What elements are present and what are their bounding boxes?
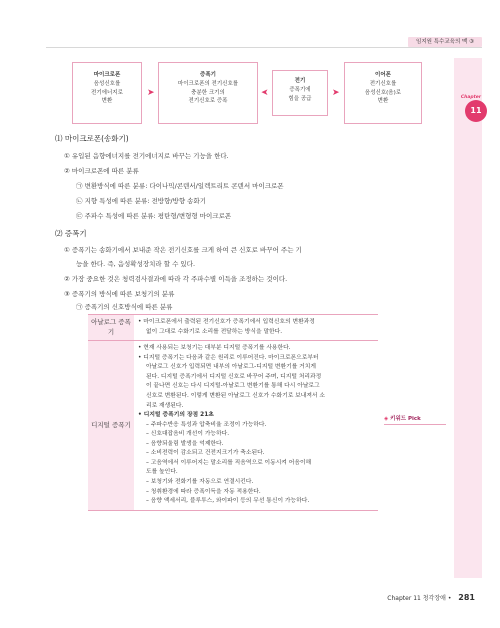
header-tab: 임지원 특수교육의 맥 ③	[408, 37, 482, 47]
table-row	[88, 315, 378, 341]
table-line: – 음향 액세서리, 블루투스, 와이파이 등의 무선 통신이 가능하다.	[146, 498, 310, 505]
flow-box-line: 변환	[377, 97, 389, 104]
flow-arrow-left: ➤	[261, 88, 269, 98]
table-line: 도를 높인다.	[146, 469, 178, 476]
section-microphone-subitem: ㉢ 주파수 특성에 따른 분류: 평탄형/변형형 마이크로폰	[76, 212, 232, 220]
table-row-content	[134, 315, 378, 340]
footer-chapter-label: Chapter 11 청각장애 •	[387, 595, 452, 602]
section-amplifier-item: ② 가장 중요한 것은 청력검사결과에 따라 각 주파수별 이득을 조정하는 것이다.	[64, 275, 288, 283]
header-divider	[46, 47, 482, 48]
table-line: – 신호대잡음비 개선이 가능하다.	[146, 431, 230, 438]
table-line: – 음향되울림 발생을 억제한다.	[146, 440, 224, 447]
section-microphone-title: ⑴ 마이크로폰(송화기)	[55, 134, 129, 143]
section-microphone-item: ① 유입된 음향에너지를 전기에너지로 바꾸는 기능을 한다.	[64, 152, 229, 160]
keyword-pick-text: 키워드 Pick	[390, 416, 421, 422]
table-line: • 마이크로폰에서 출력된 전기신호가 증폭기에서 입력신호의 변환과정	[138, 319, 315, 325]
chapter-side-word: Chapter	[460, 95, 481, 100]
section-amplifier-subitem: ㉠ 증폭기의 신호방식에 따른 분류	[76, 303, 173, 311]
table-row-content	[134, 341, 378, 510]
table-line: – 고음역에서 이루어지는 말소리를 직음역으로 이동시켜 어음이해	[146, 459, 312, 466]
table-line: 아날로그 신호가 입력되면 내부의 아날로그-디지털 변환기를 거치게	[146, 364, 316, 371]
section-microphone-subitem: ㉡ 지향 특성에 따른 분류: 전방향/방향 송화기	[76, 197, 207, 205]
section-microphone-subitem: ㉠ 변환방식에 따른 분류: 다이나믹/콘덴서/일렉트리트 콘덴서 마이크로폰	[76, 182, 284, 190]
flow-box-line: 충분한 크기의	[191, 89, 225, 96]
section-amplifier-item: 능을 한다. 즉, 음성확성장치라 할 수 있다.	[76, 260, 196, 268]
table-line: • 디지털 증폭기의 장점 21초	[138, 412, 214, 419]
flow-box-title: 마이크로폰	[93, 72, 121, 78]
flow-box-earphone	[344, 62, 422, 124]
table-line: • 현재 사용되는 보청기는 대부분 디지털 증폭기를 사용한다.	[138, 345, 291, 352]
table-line: – 주파수반응 특성과 압축비율 조정이 가능하다.	[146, 421, 267, 428]
flow-box-line: 음성신호(음)로	[364, 89, 402, 96]
flow-arrow-right: ➤	[147, 88, 155, 98]
keyword-pick-label	[384, 414, 446, 424]
table-line: 된다. 디지털 증폭기에서 디지털 신호로 바꾸어 주며, 디지털 처리과정	[146, 373, 322, 380]
flow-box-line: 전기신호로 증폭	[188, 97, 228, 104]
chapter-number-badge: 11	[465, 100, 487, 122]
keyword-pick-icon: ◈	[384, 416, 391, 422]
table-row-header: 아날로그 증폭기	[88, 315, 134, 340]
chapter-side-strip	[454, 58, 482, 578]
flow-box-microphone	[72, 62, 142, 124]
flow-box-line: 변환	[101, 97, 113, 104]
flow-box-line: 음성신호를	[93, 81, 121, 88]
table-row-header: 디지털 증폭기	[88, 341, 134, 510]
table-line: 이 끝나면 신호는 다시 디지털-아날로그 변환기를 통해 다시 아날로그	[146, 383, 320, 390]
keyword-pick-underline	[384, 424, 446, 425]
table-line: 없이 그대로 수화기로 소리를 전달하는 방식을 말한다.	[146, 328, 283, 335]
flow-box-line: 마이크로폰의 전기신호를	[177, 81, 239, 88]
table-line: – 보청기와 전화기를 자동으로 연결시킨다.	[146, 479, 254, 485]
section-amplifier-item: ③ 증폭기의 방식에 따른 보청기의 분류	[64, 290, 175, 298]
table-line: – 소비전력이 감소되고 건전지크기가 축소된다.	[146, 450, 265, 457]
flow-box-amplifier	[158, 62, 258, 124]
flow-box-power	[272, 70, 328, 116]
flow-box-title: 이어폰	[375, 72, 391, 78]
page-number: 281	[458, 593, 475, 602]
section-amplifier-title: ⑵ 증폭기	[55, 229, 87, 238]
flow-box-title: 전기	[294, 78, 306, 84]
table-line: • 디지털 증폭기는 다음과 같은 원리로 이루어진다. 마이크로폰으로부터	[138, 354, 319, 361]
section-microphone-item: ② 마이크로폰에 따른 분류	[64, 167, 139, 175]
flow-box-line: 힘을 공급	[288, 95, 312, 102]
table-line: 리로 재생된다.	[146, 402, 184, 409]
table-row	[88, 341, 378, 511]
page-footer	[387, 593, 475, 602]
table-line: 신호로 변환된다. 이렇게 변환된 아날로그 신호가 수화기로 보내져서 소	[146, 392, 325, 399]
signal-flow-diagram	[70, 60, 430, 126]
table-line: – 청취환경에 따라 증폭이득을 자동 적용한다.	[146, 488, 261, 495]
flow-box-title: 증폭기	[200, 72, 216, 78]
flow-box-line: 전기신호를	[369, 81, 397, 88]
section-amplifier-item: ① 증폭기는 송화기에서 보내준 작은 전기신호를 크게 하여 큰 신호로 바꾸어 주는 기	[64, 246, 302, 254]
flow-arrow-right: ➤	[332, 88, 340, 98]
flow-box-line: 증폭기에	[289, 87, 311, 94]
flow-box-line: 전기에너지로	[91, 89, 123, 96]
amplifier-type-table	[88, 314, 378, 511]
